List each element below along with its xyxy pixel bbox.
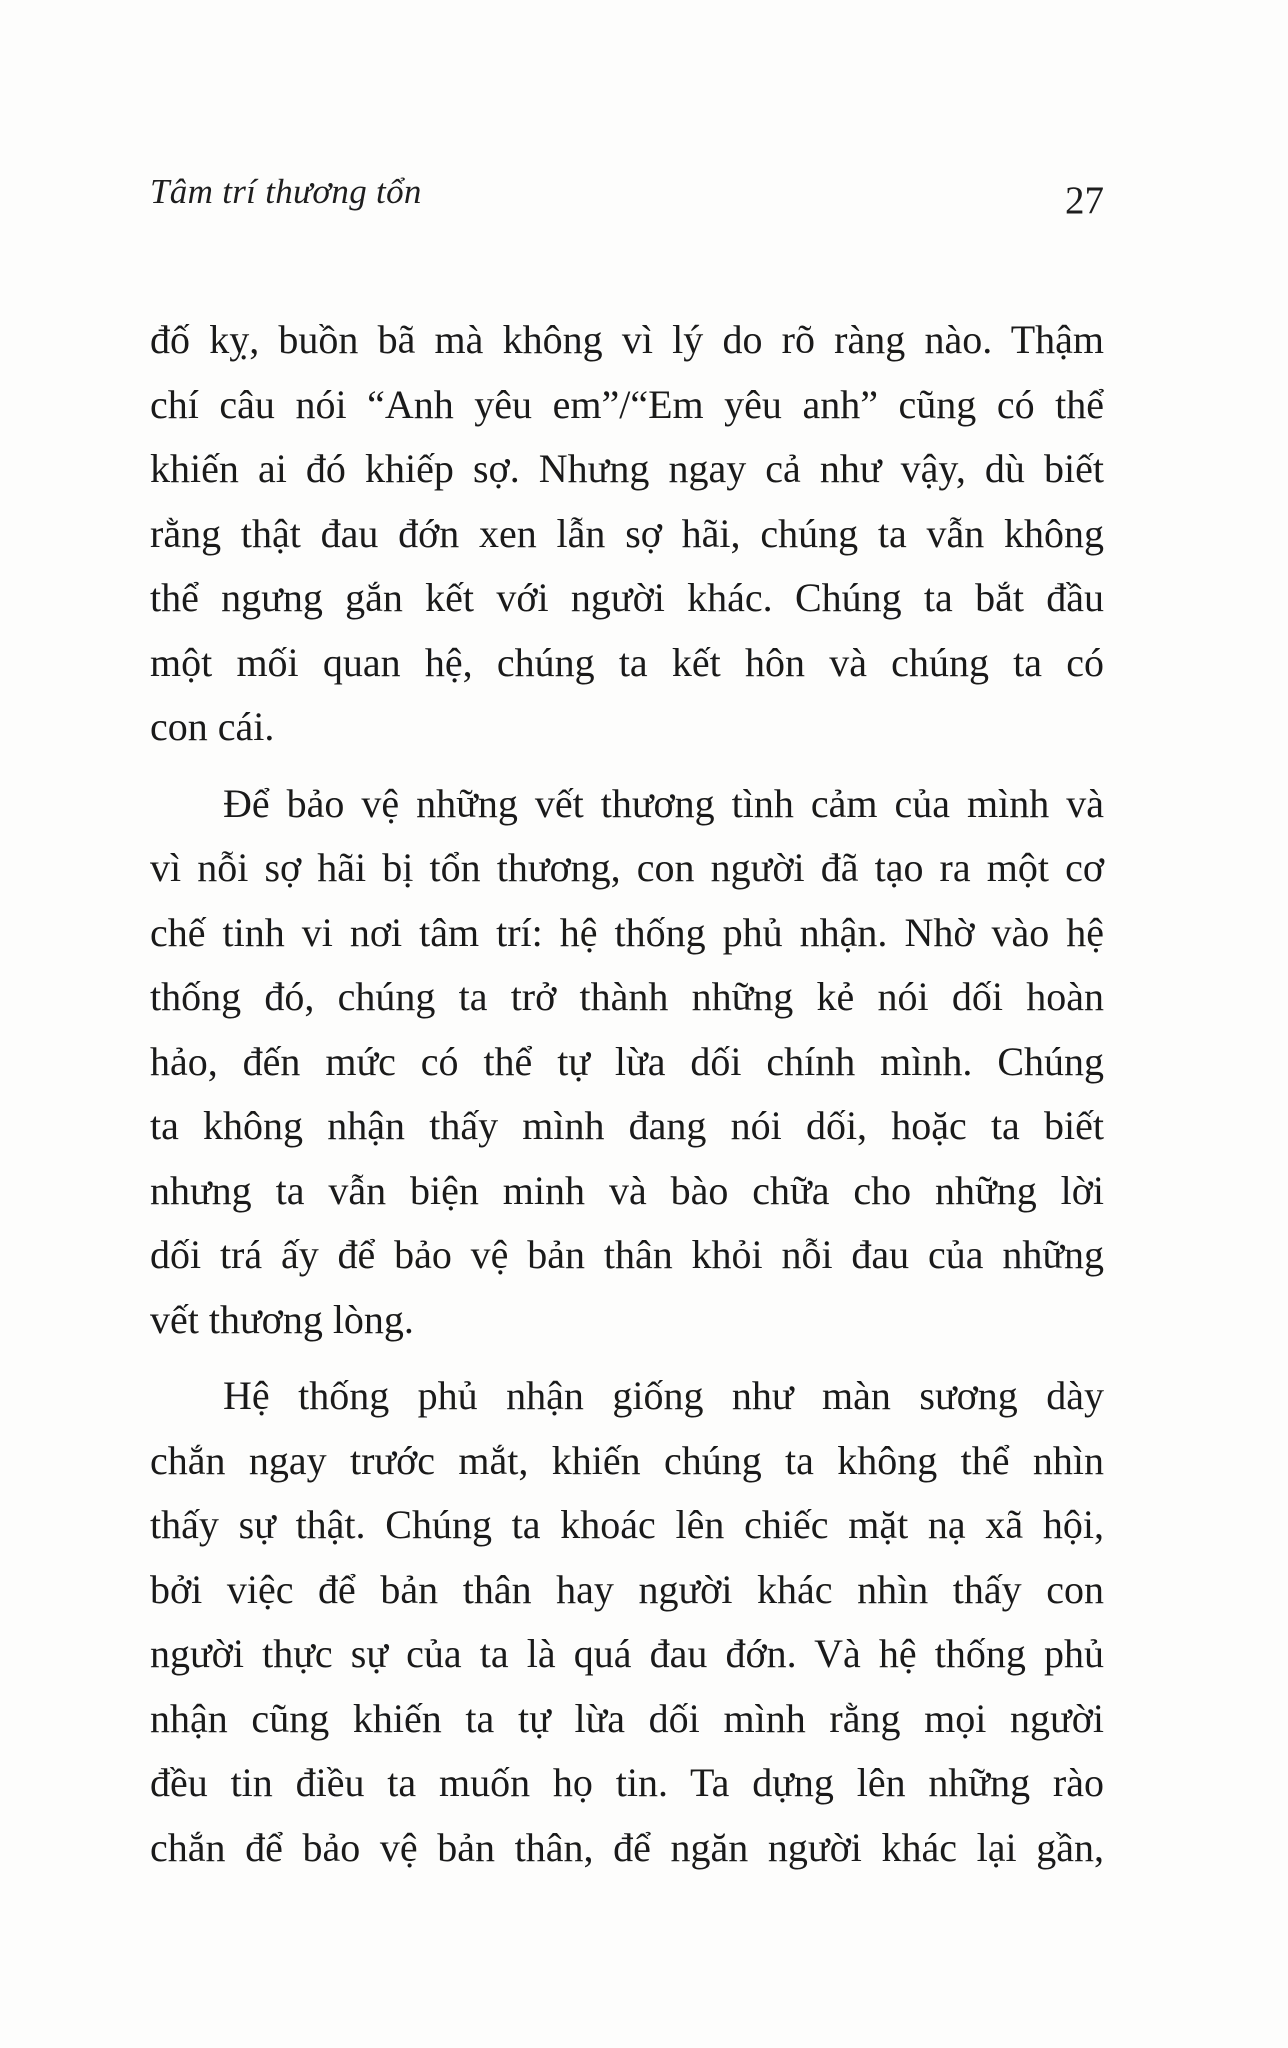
text-line: chí câu nói “Anh yêu em”/“Em yêu anh” cũng có thể — [150, 381, 1104, 427]
text-line: chắn để bảo vệ bản thân, để ngăn người khác lại gần, — [150, 1824, 1104, 1870]
text-line: một mối quan hệ, chúng ta kết hôn và chúng ta có — [150, 639, 1104, 685]
text-line: thống đó, chúng ta trở thành những kẻ nói dối hoàn — [150, 974, 1104, 1019]
text-line: vết thương lòng. — [150, 1296, 414, 1342]
text-line: Để bảo vệ những vết thương tình cảm của mình và — [223, 780, 1104, 826]
paragraph-2 — [150, 772, 1104, 1353]
text-line: vì nỗi sợ hãi bị tổn thương, con người đã tạo ra một cơ — [150, 845, 1104, 890]
text-line: Hệ thống phủ nhận giống như màn sương dày — [223, 1373, 1104, 1418]
text-line: nhưng ta vẫn biện minh và bào chữa cho những lời — [150, 1167, 1104, 1213]
text-line: dối trá ấy để bảo vệ bản thân khỏi nỗi đau của những — [150, 1232, 1104, 1277]
text-line: nhận cũng khiến ta tự lừa dối mình rằng mọi người — [150, 1695, 1104, 1741]
paragraph-3 — [150, 1364, 1104, 1880]
text-line: rằng thật đau đớn xen lẫn sợ hãi, chúng ta vẫn không — [150, 510, 1104, 556]
text-line: con cái. — [150, 704, 275, 749]
page-number: 27 — [1065, 179, 1104, 222]
text-line: đố kỵ, buồn bã mà không vì lý do rõ ràng nào. Thậm — [150, 317, 1104, 362]
text-line: thấy sự thật. Chúng ta khoác lên chiếc mặt nạ xã hội, — [150, 1502, 1104, 1547]
text-line: khiến ai đó khiếp sợ. Nhưng ngay cả như vậy, dù biết — [150, 446, 1104, 491]
text-line: chế tinh vi nơi tâm trí: hệ thống phủ nhận. Nhờ vào hệ — [150, 909, 1104, 955]
body-text — [150, 308, 1104, 1880]
text-line: người thực sự của ta là quá đau đớn. Và hệ thống phủ — [150, 1631, 1104, 1676]
text-line: đều tin điều ta muốn họ tin. Ta dựng lên những rào — [150, 1760, 1104, 1805]
running-head-title: Tâm trí thương tổn — [150, 172, 422, 211]
text-line: hảo, đến mức có thể tự lừa dối chính mình. Chúng — [150, 1038, 1104, 1084]
text-line: chắn ngay trước mắt, khiến chúng ta không thể nhìn — [150, 1437, 1104, 1483]
text-line: bởi việc để bản thân hay người khác nhìn thấy con — [150, 1566, 1104, 1612]
text-line: thể ngưng gắn kết với người khác. Chúng ta bắt đầu — [150, 575, 1104, 620]
text-line: ta không nhận thấy mình đang nói dối, hoặc ta biết — [150, 1103, 1104, 1148]
paragraph-1 — [150, 308, 1104, 760]
